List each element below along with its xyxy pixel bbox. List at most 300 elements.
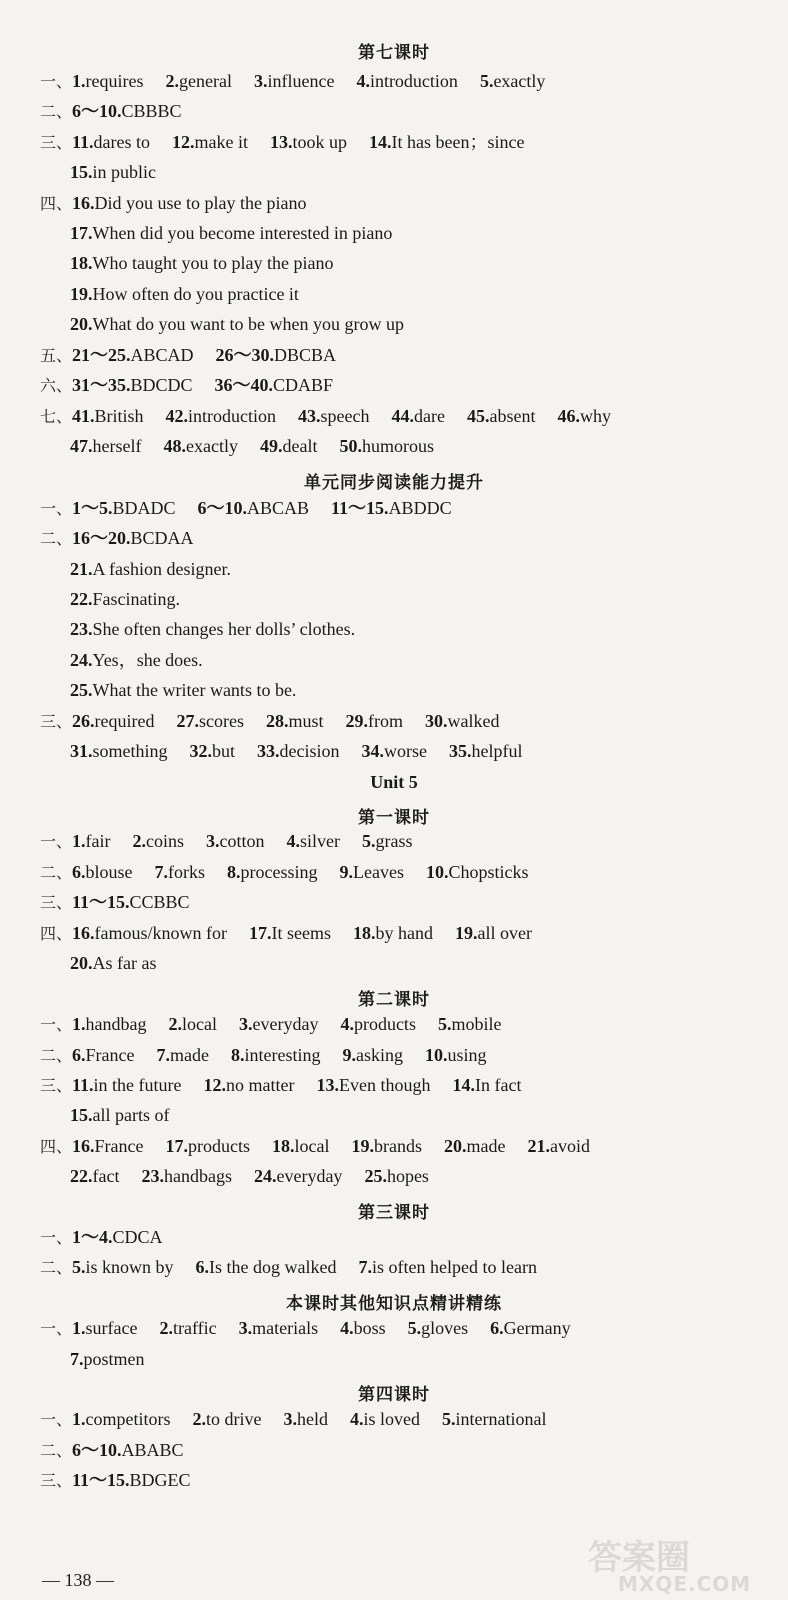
question-number: 24.	[70, 650, 93, 670]
question-number: 22.	[70, 1166, 93, 1186]
answer-text: fact	[92, 1166, 120, 1186]
answer-line	[40, 192, 306, 215]
answer-item	[249, 923, 331, 943]
question-number: 25.	[364, 1166, 387, 1186]
answer-item	[392, 406, 445, 426]
answer-text: Is the dog walked	[209, 1257, 337, 1277]
section-marker: 一、	[40, 1410, 73, 1429]
answer-text: CDCA	[112, 1227, 163, 1247]
answer-item	[133, 831, 185, 851]
answer-text: avoid	[549, 1136, 590, 1156]
answer-item	[239, 1318, 318, 1338]
answer-item	[159, 1318, 216, 1338]
answer-item	[72, 1470, 191, 1490]
answer-text: boss	[353, 1318, 386, 1338]
question-number: 4.	[340, 1014, 354, 1034]
answer-item	[467, 406, 535, 426]
answer-text: A fashion designer.	[92, 559, 231, 579]
answer-text: in the future	[93, 1075, 182, 1095]
question-number: 2.	[165, 71, 179, 91]
answer-item	[70, 314, 404, 334]
question-number: 31～35.	[72, 375, 131, 395]
question-number: 50.	[339, 436, 362, 456]
question-number: 1.	[72, 1014, 86, 1034]
answer-item	[70, 680, 296, 700]
answer-text: requires	[85, 71, 144, 91]
answer-item	[317, 1075, 431, 1095]
answer-text: humorous	[361, 436, 434, 456]
answer-text: grass	[375, 831, 413, 851]
answer-item	[342, 1045, 403, 1065]
section-marker: 二、	[40, 1441, 73, 1460]
answer-item	[72, 1318, 137, 1338]
answer-line	[40, 1226, 163, 1249]
question-number: 1～5.	[72, 498, 113, 518]
question-number: 6～10.	[72, 101, 122, 121]
answer-text: France	[94, 1136, 144, 1156]
question-number: 14.	[452, 1075, 475, 1095]
question-number: 1.	[72, 831, 86, 851]
answer-text: processing	[240, 862, 318, 882]
answer-item	[72, 193, 306, 213]
answer-text: handbags	[163, 1166, 232, 1186]
answer-text: CBBBC	[121, 101, 182, 121]
answer-text: influence	[267, 71, 335, 91]
answer-item	[480, 71, 545, 91]
answer-item	[72, 1136, 143, 1156]
question-number: 10.	[424, 1045, 448, 1065]
answer-item	[72, 1409, 170, 1429]
answer-text: why	[579, 406, 611, 426]
question-number: 20.	[70, 953, 93, 973]
question-number: 8.	[230, 1045, 245, 1065]
question-number: 43.	[298, 406, 321, 426]
answer-text: dealt	[282, 436, 318, 456]
answer-item	[72, 1227, 163, 1247]
answer-text: must	[288, 711, 324, 731]
answer-item	[166, 71, 232, 91]
answer-item	[72, 892, 190, 912]
question-number: 15.	[70, 162, 93, 182]
question-number: 6.	[72, 862, 86, 882]
section-marker: 一、	[40, 1015, 73, 1034]
answer-line	[70, 679, 296, 701]
section-marker: 二、	[40, 1258, 73, 1277]
answer-item	[72, 132, 150, 152]
question-number: 24.	[253, 1166, 277, 1186]
question-number: 48.	[163, 436, 186, 456]
answer-text: local	[294, 1136, 330, 1156]
question-number: 20.	[443, 1136, 467, 1156]
answer-text: made	[170, 1045, 209, 1065]
answer-item	[350, 1409, 420, 1429]
answer-text: How often do you practice it	[92, 284, 299, 304]
answer-text: Yes，she does.	[92, 650, 203, 670]
answer-text: decision	[279, 741, 340, 761]
question-number: 31.	[70, 741, 93, 761]
question-number: 2.	[132, 831, 146, 851]
answer-item	[340, 1318, 386, 1338]
answer-item	[70, 162, 156, 182]
answer-text: but	[212, 741, 236, 761]
section-heading-lesson-4: 第四课时	[358, 1385, 430, 1405]
question-number: 19.	[70, 284, 93, 304]
question-number: 29.	[345, 711, 368, 731]
question-number: 32.	[189, 741, 212, 761]
question-number: 7.	[358, 1257, 372, 1277]
answer-text: cotton	[219, 831, 265, 851]
answer-text: dares to	[93, 132, 151, 152]
answer-item	[70, 253, 333, 273]
question-number: 25.	[70, 680, 93, 700]
answer-text: surface	[85, 1318, 138, 1338]
answer-text: took up	[292, 132, 348, 152]
answer-text: local	[182, 1014, 217, 1034]
answer-text: herself	[92, 436, 142, 456]
answer-text: by hand	[375, 923, 433, 943]
answer-line	[70, 649, 203, 671]
answer-text: CCBBC	[129, 892, 190, 912]
answer-text: no matter	[226, 1075, 295, 1095]
question-number: 3.	[238, 1014, 253, 1034]
answer-item	[455, 923, 532, 943]
answer-item	[369, 132, 524, 152]
question-number: 17.	[165, 1136, 188, 1156]
question-number: 27.	[176, 711, 199, 731]
answer-line	[70, 740, 523, 762]
answer-text: ABABC	[121, 1440, 184, 1460]
answer-item	[72, 101, 182, 121]
question-number: 20.	[70, 314, 93, 334]
question-number: 6～10.	[197, 498, 248, 518]
question-number: 18.	[272, 1136, 295, 1156]
answer-text: dare	[414, 406, 445, 426]
answer-text: handbag	[85, 1014, 147, 1034]
answer-text: She often changes her dolls’ clothes.	[92, 619, 356, 639]
question-number: 1.	[72, 1409, 86, 1429]
question-number: 23.	[141, 1166, 164, 1186]
answer-text: general	[179, 71, 232, 91]
answer-item	[270, 132, 347, 152]
section-heading-reading: 单元同步阅读能力提升	[304, 473, 484, 493]
answer-item	[364, 1166, 429, 1186]
answer-item	[356, 71, 458, 91]
question-number: 49.	[259, 436, 283, 456]
section-marker: 三、	[40, 1076, 73, 1095]
question-number: 2.	[168, 1014, 182, 1034]
answer-item	[453, 1075, 522, 1095]
question-number: 11.	[72, 1075, 94, 1095]
question-number: 9.	[342, 1045, 356, 1065]
answer-item	[227, 862, 317, 882]
question-number: 7.	[156, 1045, 170, 1065]
answer-text: introduction	[369, 71, 458, 91]
answer-item	[72, 1440, 184, 1460]
section-marker: 一、	[40, 832, 73, 851]
answer-text: worse	[384, 741, 428, 761]
question-number: 41.	[72, 406, 95, 426]
section-marker: 四、	[40, 1137, 73, 1156]
answer-item	[70, 1166, 119, 1186]
answer-line	[70, 283, 299, 305]
question-number: 30.	[424, 711, 448, 731]
answer-line	[70, 1348, 145, 1370]
answer-item	[284, 1409, 329, 1429]
question-number: 7.	[154, 862, 169, 882]
answer-item	[426, 862, 529, 882]
question-number: 3.	[283, 1409, 297, 1429]
question-number: 2.	[159, 1318, 173, 1338]
answer-item	[70, 619, 355, 639]
question-number: 26.	[72, 711, 95, 731]
answer-text: hopes	[386, 1166, 429, 1186]
answer-line	[70, 252, 333, 274]
answer-text: is often helped to learn	[372, 1257, 537, 1277]
question-number: 3.	[253, 71, 268, 91]
section-heading-lesson-7: 第七课时	[358, 43, 430, 63]
answer-text: ABCAB	[247, 498, 310, 518]
answer-text: exactly	[185, 436, 238, 456]
question-number: 6～10.	[72, 1440, 122, 1460]
answer-item	[442, 1409, 546, 1429]
answer-item	[72, 1075, 182, 1095]
answer-item	[72, 923, 227, 943]
answer-item	[70, 589, 180, 609]
question-number: 33.	[257, 741, 280, 761]
answer-line	[70, 1104, 169, 1126]
answer-item	[449, 741, 523, 761]
answer-text: made	[466, 1136, 506, 1156]
question-number: 21.	[70, 559, 93, 579]
answer-line	[40, 1469, 191, 1492]
answer-item	[157, 1045, 209, 1065]
question-number: 18.	[70, 253, 93, 273]
answer-text: make it	[194, 132, 248, 152]
answer-text: from	[367, 711, 403, 731]
answer-text: materials	[252, 1318, 319, 1338]
answer-line	[70, 588, 180, 610]
answer-text: to drive	[206, 1409, 262, 1429]
answer-text: coins	[146, 831, 184, 851]
answer-item	[141, 1166, 231, 1186]
answer-text: interesting	[244, 1045, 321, 1065]
question-number: 3.	[238, 1318, 253, 1338]
unit-title: Unit 5	[370, 772, 418, 792]
answer-item	[172, 132, 248, 152]
answer-text: absent	[489, 406, 536, 426]
answer-line	[40, 1317, 571, 1340]
question-number: 18.	[352, 923, 376, 943]
question-number: 34.	[361, 741, 385, 761]
question-number: 22.	[70, 589, 93, 609]
answer-item	[166, 1136, 251, 1156]
answer-text: forks	[168, 862, 206, 882]
answer-text: introduction	[188, 406, 277, 426]
watermark-logo	[548, 1530, 778, 1600]
answer-text: is loved	[363, 1409, 420, 1429]
question-number: 5.	[442, 1409, 456, 1429]
page-number: — 138 —	[42, 1570, 114, 1590]
answer-line	[40, 1256, 537, 1279]
section-marker: 四、	[40, 194, 73, 213]
answer-item	[190, 741, 236, 761]
answer-item	[266, 711, 324, 731]
answer-item	[72, 831, 110, 851]
answer-item	[257, 741, 340, 761]
answer-item	[557, 406, 611, 426]
answer-text: BDADC	[112, 498, 176, 518]
answer-text: silver	[300, 831, 340, 851]
question-number: 36～40.	[214, 375, 274, 395]
answer-line	[40, 830, 413, 853]
answer-item	[72, 406, 144, 426]
answer-item	[340, 1014, 416, 1034]
answer-item	[70, 741, 168, 761]
question-number: 2.	[192, 1409, 206, 1429]
answer-text: speech	[320, 406, 370, 426]
question-number: 10.	[425, 862, 449, 882]
answer-text: everyday	[276, 1166, 343, 1186]
answer-text: DBCBA	[274, 345, 337, 365]
answer-item	[298, 406, 369, 426]
answer-text: gloves	[421, 1318, 469, 1338]
answer-item	[345, 711, 403, 731]
answer-text: CDABF	[273, 375, 334, 395]
question-number: 14.	[369, 132, 392, 152]
answer-item	[362, 741, 428, 761]
answer-item	[193, 1409, 262, 1429]
answer-item	[72, 1257, 174, 1277]
answer-text: traffic	[172, 1318, 217, 1338]
answer-item	[72, 345, 194, 365]
answer-text: helpful	[471, 741, 523, 761]
answer-text: in public	[92, 162, 156, 182]
section-marker: 二、	[40, 1046, 73, 1065]
answer-text: As far as	[92, 953, 157, 973]
answer-line	[40, 527, 194, 550]
answer-item	[206, 831, 265, 851]
answer-item	[70, 650, 203, 670]
answer-text: exactly	[493, 71, 546, 91]
question-number: 16.	[72, 1136, 95, 1156]
answer-item	[339, 436, 434, 456]
answer-line	[40, 70, 545, 93]
question-number: 42.	[165, 406, 189, 426]
answer-text: held	[297, 1409, 328, 1429]
answer-line	[40, 1013, 501, 1036]
answer-text: something	[92, 741, 168, 761]
answer-line	[70, 952, 156, 974]
answer-text: Even though	[339, 1075, 431, 1095]
answer-item	[72, 375, 193, 395]
question-number: 35.	[449, 741, 472, 761]
answer-line	[40, 1408, 546, 1431]
answer-line	[70, 618, 355, 640]
answer-line	[40, 497, 452, 520]
section-marker: 四、	[40, 924, 73, 943]
answer-item	[198, 498, 310, 518]
question-number: 4.	[340, 1318, 354, 1338]
answer-item	[216, 345, 337, 365]
answer-text: walked	[447, 711, 500, 731]
question-number: 11～15.	[72, 892, 130, 912]
answer-text: products	[188, 1136, 250, 1156]
answer-item	[72, 711, 154, 731]
answer-line	[40, 1074, 521, 1097]
answer-item	[70, 284, 299, 304]
question-number: 5.	[479, 71, 494, 91]
answer-text: It has been；since	[391, 132, 525, 152]
question-number: 11.	[72, 132, 94, 152]
answer-line	[70, 161, 156, 183]
question-number: 4.	[350, 1409, 364, 1429]
question-number: 6.	[490, 1318, 504, 1338]
answer-line	[40, 922, 532, 945]
answer-text: all over	[477, 923, 532, 943]
question-number: 3.	[206, 831, 220, 851]
question-number: 6.	[72, 1045, 86, 1065]
answer-text: ABCAD	[130, 345, 194, 365]
question-number: 5.	[72, 1257, 86, 1277]
answer-item	[72, 528, 194, 548]
answer-item	[70, 223, 392, 243]
answer-item	[70, 436, 141, 456]
answer-item	[169, 1014, 217, 1034]
answer-item	[204, 1075, 295, 1095]
section-marker: 二、	[40, 529, 73, 548]
answer-item	[72, 1014, 146, 1034]
answer-item	[490, 1318, 570, 1338]
watermark-url: MXQE.COM	[618, 1572, 752, 1596]
answer-item	[444, 1136, 505, 1156]
answer-item	[260, 436, 317, 456]
answer-item	[70, 953, 156, 973]
answer-text: international	[455, 1409, 547, 1429]
answer-line	[40, 131, 524, 154]
question-number: 21～25.	[72, 345, 131, 365]
answer-text: products	[353, 1014, 416, 1034]
question-number: 16～20.	[72, 528, 131, 548]
answer-text: asking	[355, 1045, 403, 1065]
answer-text: It seems	[271, 923, 331, 943]
answer-item	[254, 1166, 342, 1186]
answer-item	[351, 1136, 422, 1156]
question-number: 44.	[391, 406, 415, 426]
question-number: 1.	[72, 1318, 86, 1338]
question-number: 12.	[172, 132, 195, 152]
question-number: 5.	[407, 1318, 422, 1338]
answer-item	[362, 831, 413, 851]
answer-item	[254, 71, 334, 91]
answer-text: competitors	[85, 1409, 171, 1429]
answer-text: Leaves	[353, 862, 404, 882]
answer-item	[331, 498, 452, 518]
section-marker: 三、	[40, 1471, 73, 1490]
answer-line	[40, 861, 528, 884]
answer-line	[70, 222, 392, 244]
question-number: 28.	[265, 711, 289, 731]
answer-text: ABDDC	[388, 498, 452, 518]
question-number: 6.	[195, 1257, 210, 1277]
question-number: 4.	[286, 831, 300, 851]
section-heading-lesson-3: 第三课时	[358, 1203, 430, 1223]
section-marker: 二、	[40, 863, 73, 882]
answer-item	[340, 862, 404, 882]
answer-text: When did you become interested in piano	[92, 223, 393, 243]
answer-item	[215, 375, 334, 395]
answer-line	[70, 1165, 429, 1187]
answer-item	[163, 436, 237, 456]
